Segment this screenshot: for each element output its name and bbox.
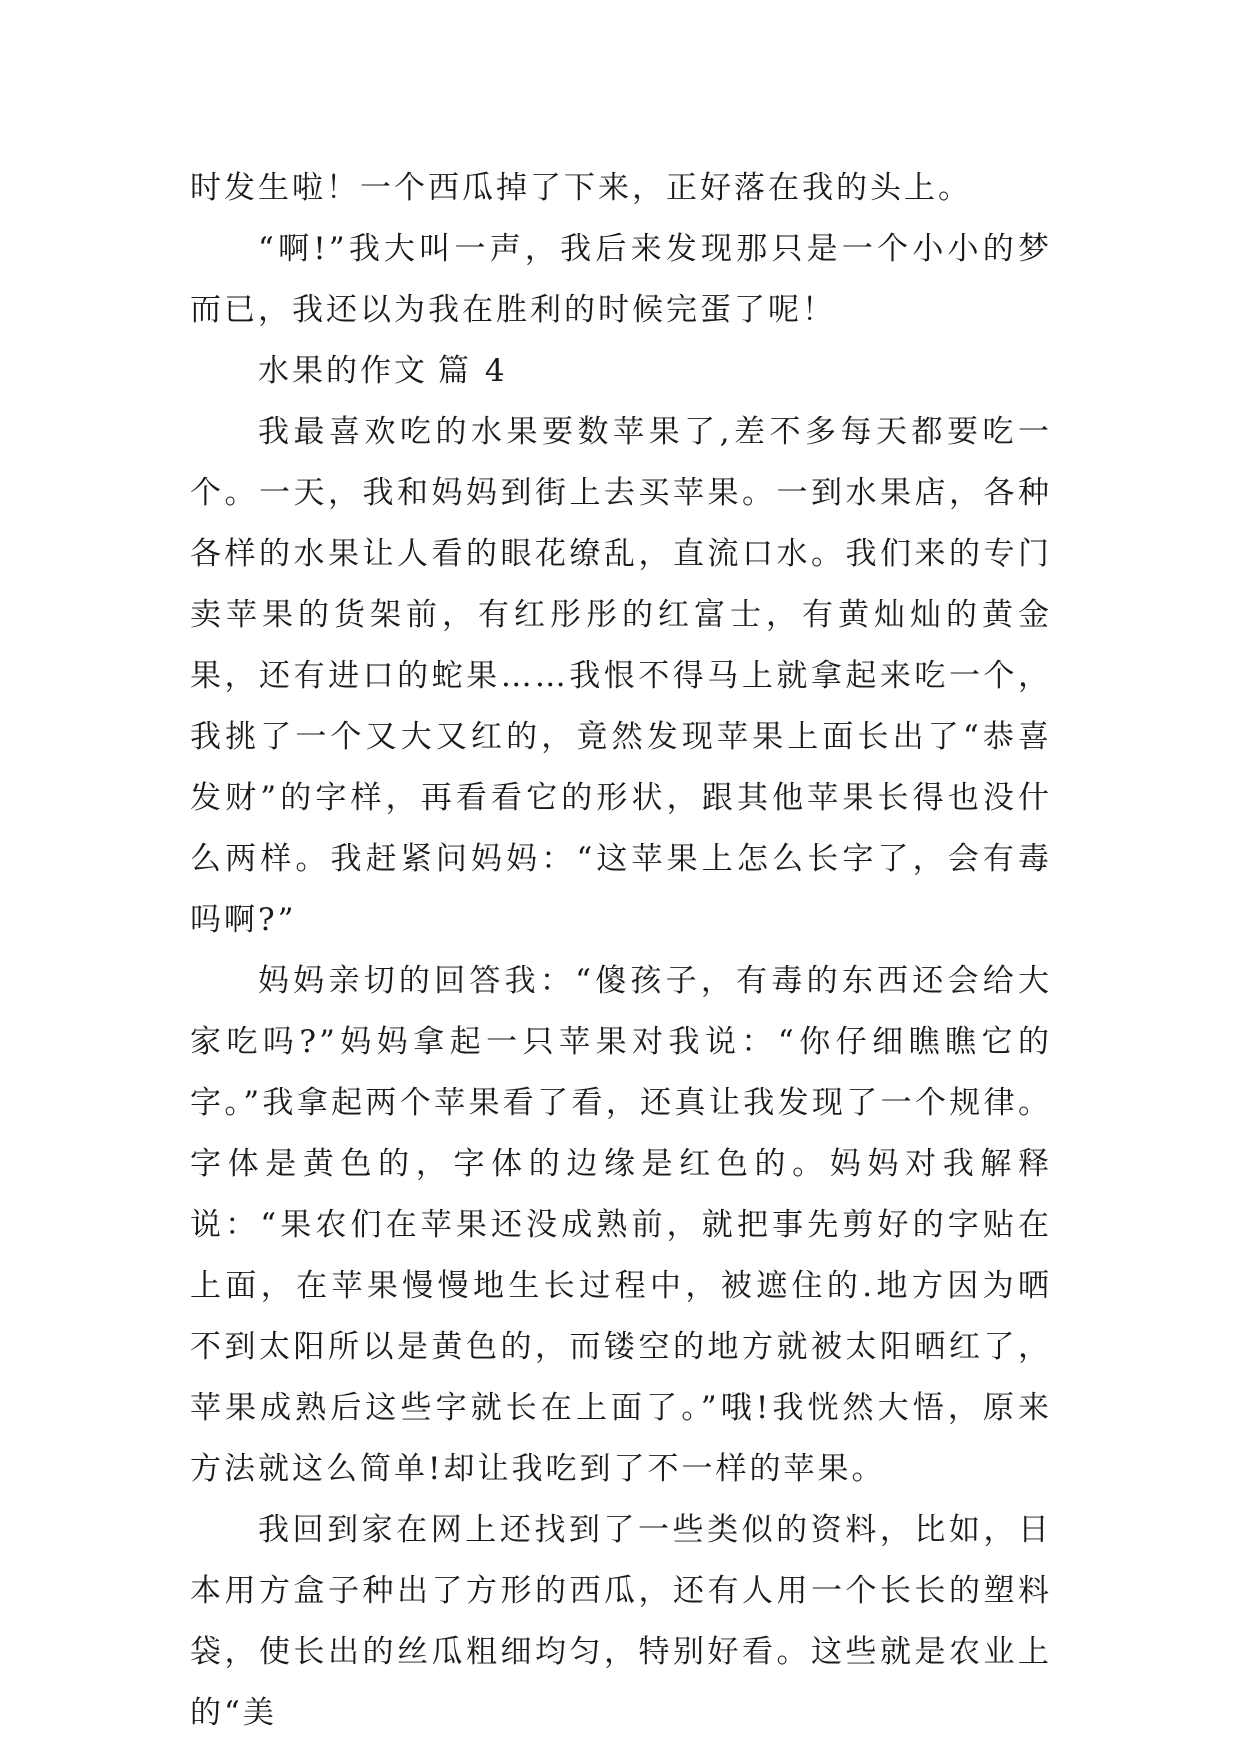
section-number: 篇 4	[438, 353, 508, 389]
paragraph-continuation: 时发生啦！一个西瓜掉了下来，正好落在我的头上。	[190, 170, 972, 206]
paragraph-apple-shopping: 我最喜欢吃的水果要数苹果了,差不多每天都要吃一个。一天，我和妈妈到街上去买苹果。一到水果店，各种各样的水果让人看的眼花缭乱，直流口水。我们来的专门卖苹果的货架前，有红彤彤的红富士，有黄灿灿的黄金果，还有进口的蛇果……我恨不得马上就拿起来吃一个，我挑了一个又大又红的，竟然发现苹果上面长出了“恭喜发财”的字样，再看看它的形状，跟其他苹果长得也没什么两样。我赶紧问妈妈：“这苹果上怎么长字了，会有毒吗啊?”	[190, 414, 1052, 938]
paragraph-online-research: 我回到家在网上还找到了一些类似的资料，比如，日本用方盒子种出了方形的西瓜，还有人用一个长长的塑料袋，使长出的丝瓜粗细均匀，特别好看。这些就是农业上的“美	[190, 1512, 1052, 1731]
section-title: 水果的作文	[258, 353, 428, 389]
section-heading	[190, 341, 1052, 402]
paragraph-exclamation: “啊!”我大叫一声，我后来发现那只是一个小小的梦而已，我还以为我在胜利的时候完蛋了呢！	[190, 231, 1052, 328]
paragraph-mother-answer: 妈妈亲切的回答我：“傻孩子，有毒的东西还会给大家吃吗?”妈妈拿起一只苹果对我说：“你仔细瞧瞧它的字。”我拿起两个苹果看了看，还真让我发现了一个规律。字体是黄色的，字体的边缘是红色的。妈妈对我解释说：“果农们在苹果还没成熟前，就把事先剪好的字贴在上面，在苹果慢慢地生长过程中，被遮住的.地方因为晒不到太阳所以是黄色的，而镂空的地方就被太阳晒红了，苹果成熟后这些字就长在上面了。”哦!我恍然大悟，原来方法就这么简单!却让我吃到了不一样的苹果。	[190, 963, 1052, 1487]
document-body	[190, 158, 1052, 1744]
